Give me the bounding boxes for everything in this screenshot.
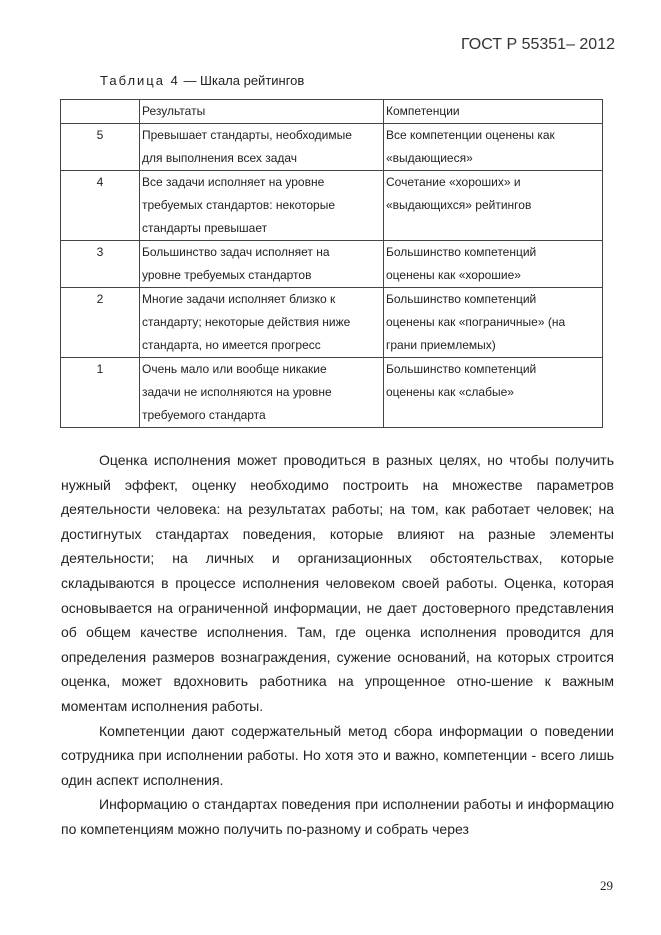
paragraph: Информацию о стандартах поведения при исполнении работы и информацию по компетенциям можно получить по-разному и собрать через [61, 796, 614, 837]
table-row [61, 358, 603, 428]
result-cell [140, 288, 384, 358]
result-cell [140, 171, 384, 241]
table-caption [100, 73, 304, 88]
result-cell [140, 124, 384, 171]
cell-line: грани приемлемых) [386, 338, 496, 352]
cell-line: Большинство компетенций [386, 245, 537, 259]
cell-line: стандарта, но имеется прогресс [142, 338, 321, 352]
header-cell-results: Результаты [140, 100, 384, 124]
competency-cell [384, 288, 603, 358]
rating-cell: 1 [61, 358, 140, 428]
cell-line: стандарту; некоторые действия ниже [142, 315, 351, 329]
table-row [61, 124, 603, 171]
rating-cell: 4 [61, 171, 140, 241]
paragraph: Компетенции дают содержательный метод сбора информации о поведении сотрудника при исполнении работы. Но хотя это и важно, компетенции - всего лишь один аспект исполнения. [61, 722, 614, 788]
cell-line: «выдающихся» рейтингов [386, 198, 532, 212]
table-row [61, 288, 603, 358]
cell-line: требуемых стандартов: некоторые [142, 198, 335, 212]
cell-line: стандарты превышает [142, 221, 268, 235]
cell-line: Многие задачи исполняет близко к [142, 292, 336, 306]
cell-line: оценены как «пограничные» (на [386, 315, 566, 329]
table-caption-label: Таблица 4 [100, 73, 180, 88]
cell-line: Сочетание «хороших» и [386, 175, 521, 189]
header-cell-rating [61, 100, 140, 124]
cell-line: требуемого стандарта [142, 408, 266, 422]
paragraph: Оценка исполнения может проводиться в разных целях, но чтобы получить нужный эффект, оценку необходимо построить на множестве параметров деятельности человека: на результатах работы; на том, как работает человек; на достигнутых стандартах поведения, которые влияют на разные элементы деятельности; на личных и организационных обстоятельствах, которые складываются в процессе исполнения человеком своей работы. Оценка, которая основывается на ограниченной информации, не дает достоверного представления об общем качестве исполнения. Там, где оценка исполнения проводится для определения размеров вознаграждения, сужение оснований, на которых строится оценка, может вдохновить работника на упрощенное отно-шение к важным моментам исполнения работы. [61, 452, 614, 714]
cell-line: Очень мало или вообще никакие [142, 362, 327, 376]
competency-cell [384, 241, 603, 288]
cell-line: задачи не исполняются на уровне [142, 385, 332, 399]
rating-cell: 2 [61, 288, 140, 358]
cell-line: Все компетенции оценены как [386, 128, 555, 142]
competency-cell [384, 171, 603, 241]
competency-cell [384, 358, 603, 428]
cell-line: Все задачи исполняет на уровне [142, 175, 325, 189]
ratings-table [60, 99, 603, 428]
competency-cell [384, 124, 603, 171]
cell-line: уровне требуемых стандартов [142, 268, 312, 282]
result-cell [140, 241, 384, 288]
document-id: ГОСТ Р 55351– 2012 [461, 36, 615, 53]
cell-line: оценены как «хорошие» [386, 268, 521, 282]
cell-line: оценены как «слабые» [386, 385, 514, 399]
header-cell-competencies: Компетенции [384, 100, 603, 124]
body-text [61, 448, 614, 842]
cell-line: Большинство компетенций [386, 362, 537, 376]
table-body [61, 124, 603, 428]
result-cell [140, 358, 384, 428]
table-caption-title: — Шкала рейтингов [179, 73, 305, 88]
cell-line: «выдающиеся» [386, 151, 473, 165]
table-row [61, 241, 603, 288]
page-number: 29 [600, 878, 613, 893]
rating-cell: 3 [61, 241, 140, 288]
cell-line: для выполнения всех задач [142, 151, 298, 165]
cell-line: Большинство компетенций [386, 292, 537, 306]
cell-line: Большинство задач исполняет на [142, 245, 330, 259]
cell-line: Превышает стандарты, необходимые [142, 128, 352, 142]
table-header-row [61, 100, 603, 124]
rating-cell: 5 [61, 124, 140, 171]
table-row [61, 171, 603, 241]
